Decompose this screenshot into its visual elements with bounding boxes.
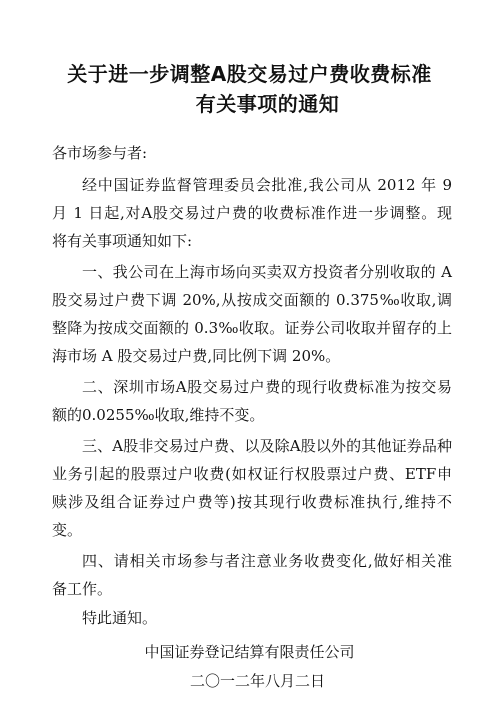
paragraph-3-line: 二、深圳市场A股交易过户费的现行收费标准为按交易	[82, 378, 452, 396]
paragraph-2-line: 股交易过户费下调 20%,从按成交面额的 0.375‰收取,调	[52, 291, 452, 309]
paragraph-3-line: 额的0.0255‰收取,维持不变。	[52, 406, 265, 424]
paragraph-4-line: 三、A股非交易过户费、以及除A股以外的其他证券品种	[82, 437, 452, 455]
issue-date: 二〇一二年八月二日	[189, 672, 325, 690]
paragraph-2-line: 一、我公司在上海市场向买卖双方投资者分别收取的 A	[82, 263, 452, 281]
paragraph-2-line: 海市场 A 股交易过户费,同比例下调 20%。	[52, 347, 341, 365]
paragraph-5-line: 备工作。	[52, 580, 113, 598]
paragraph-1-line: 经中国证券监督管理委员会批准,我公司从 2012 年 9	[82, 176, 452, 194]
paragraph-1-line: 月 1 日起,对A股交易过户费的收费标准作进一步调整。现	[52, 204, 452, 222]
closing-line: 特此通知。	[82, 609, 158, 627]
paragraph-4-line: 业务引起的股票过户收费(如权证行权股票过户费、ETF申	[52, 465, 452, 483]
notice-title-line2: 有关事项的通知	[195, 92, 340, 116]
issuer-name: 中国证券登记结算有限责任公司	[144, 643, 355, 661]
notice-title-line1: 关于进一步调整A股交易过户费收费标准	[67, 62, 432, 86]
paragraph-2-line: 整降为按成交面额的 0.3‰收取。证券公司收取并留存的上	[52, 319, 452, 337]
paragraph-4-line: 赎涉及组合证券过户费等)按其现行收费标准执行,维持不	[52, 493, 452, 511]
paragraph-1-line: 将有关事项通知如下:	[52, 232, 193, 250]
salutation: 各市场参与者:	[52, 144, 148, 162]
paragraph-5-line: 四、请相关市场参与者注意业务收费变化,做好相关准	[82, 552, 452, 570]
paragraph-4-line: 变。	[52, 521, 83, 539]
